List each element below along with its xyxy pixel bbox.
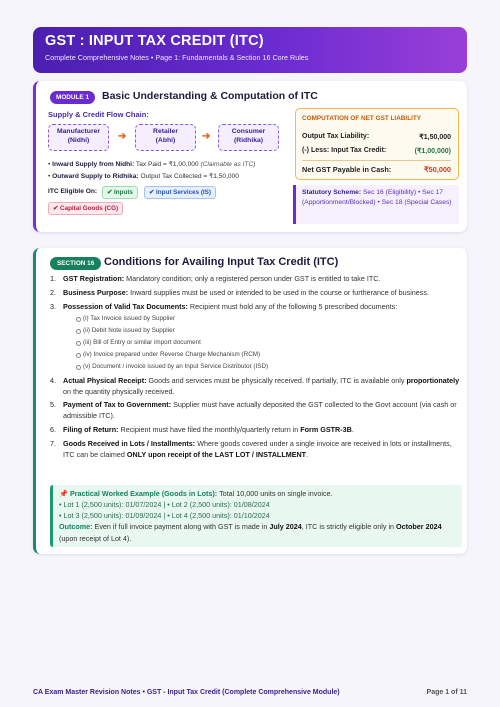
- statutory-scheme: [293, 185, 459, 224]
- computation-title: COMPUTATION OF NET GST LIABILITY: [302, 115, 422, 122]
- computation-divider: [302, 160, 451, 161]
- worked-example-box: [50, 485, 462, 547]
- chip-capital-goods: ✔ Capital Goods (CG): [48, 202, 123, 215]
- document-item: (ii) Debit Note issued by Supplier: [63, 325, 460, 337]
- flow-role: Retailer: [153, 128, 178, 135]
- example-lots-line: • Lot 3 (2,500 units): 01/09/2024 | • Lot 4 (2,500 units): 01/10/2024: [59, 511, 270, 521]
- flow-name: (Nidhi): [67, 136, 90, 144]
- row-value: (₹1,00,000): [414, 148, 451, 155]
- example-title: 📌 Practical Worked Example (Goods in Lots):: [59, 489, 218, 498]
- flow-box-retailer: [135, 124, 196, 151]
- flow-box-consumer: [218, 124, 279, 151]
- arrow-right-icon: ➔: [202, 131, 211, 142]
- list-item: 3. Possession of Valid Tax Documents: Recipient must hold any of the following 5 prescribed documents: (i) Tax Invoice issued by Supplier (ii) Debit Note issued by Supplier (iii) Bill of Entry or similar import document (iv) Invoice prepared under Reverse Charge Mechanism (RCM) (v) Document / invoice issued by an Input Service Distributor (ISD): [50, 302, 460, 373]
- outward-label: Outward Supply to Ridhika:: [52, 173, 139, 180]
- row-label: Output Tax Liability:: [302, 133, 370, 140]
- row-value: ₹1,50,000: [419, 134, 451, 141]
- flow-box-manufacturer: [48, 124, 109, 151]
- section-card: [33, 248, 467, 554]
- inward-label: Inward Supply from Nidhi:: [52, 161, 135, 168]
- computation-box: [295, 108, 459, 180]
- example-title-text: Total 10,000 units on single invoice.: [219, 489, 333, 498]
- page-number: Page 1 of 11: [426, 689, 467, 696]
- list-item: 1. GST Registration: Mandatory condition; only a registered person under GST is entitled to take ITC.: [50, 274, 381, 283]
- flow-title: Supply & Credit Flow Chain:: [48, 110, 149, 119]
- document-item: (i) Tax Invoice issued by Supplier: [63, 313, 460, 325]
- list-item: 6. Filing of Return: Recipient must have filed the monthly/quarterly return in Form GSTR-3B.: [50, 425, 354, 435]
- flow-role: Manufacturer: [56, 128, 101, 135]
- list-item: 2. Business Purpose: Inward supplies must be used or intended to be used in the course or furtherance of business.: [50, 287, 429, 297]
- list-item: 7. Goods Received in Lots / Installments: Where goods covered under a single invoice are received in lots or installments, ITC can be claimed ONLY upon receipt of the LAST LOT / INSTALLMENT.: [50, 439, 452, 460]
- chip-input-services: ✔ Input Services (IS): [144, 186, 216, 199]
- outward-supply-line: • Outward Supply to Ridhika: Output Tax Collected = ₹1,50,000: [48, 173, 239, 180]
- computation-row: [302, 133, 451, 141]
- outward-text: Output Tax Collected = ₹1,50,000: [140, 173, 239, 180]
- flow-role: Consumer: [231, 128, 266, 135]
- section-badge: SECTION 16: [50, 257, 101, 270]
- page-header: [33, 27, 467, 73]
- computation-row: [302, 147, 451, 155]
- computation-total-row: [302, 165, 451, 174]
- flow-name: (Abhi): [155, 136, 176, 144]
- row-label: Net GST Payable in Cash:: [302, 165, 392, 174]
- page-title: GST : INPUT TAX CREDIT (ITC): [45, 33, 264, 49]
- footer-text: CA Exam Master Revision Notes • GST - Input Tax Credit (Complete Comprehensive Module): [33, 689, 340, 696]
- module-card: [33, 81, 467, 232]
- module-badge: MODULE 1: [50, 91, 95, 104]
- itc-eligible-label: ITC Eligible On:: [48, 188, 98, 195]
- row-value: ₹50,000: [424, 165, 451, 174]
- statutory-text: Sec 16 (Eligibility) • Sec 17 (Apportionment/Blocked) • Sec 18 (Special Cases): [302, 189, 452, 206]
- example-title-line: [59, 488, 456, 499]
- example-outcome: Outcome: Even if full invoice payment along with GST is made in July 2024, ITC is strictly eligible only in October 2024 (upon receipt of Lot 4).: [59, 522, 442, 543]
- conditions-list: [50, 274, 460, 464]
- example-lots-line: • Lot 1 (2,500 units): 01/07/2024 | • Lot 2 (2,500 units): 01/08/2024: [59, 500, 270, 510]
- arrow-right-icon: ➔: [118, 131, 127, 142]
- chip-inputs: ✔ Inputs: [102, 186, 138, 199]
- list-item: 5. Payment of Tax to Government: Supplier must have actually deposited the GST collected to the Govt account (via cash or admissible ITC).: [50, 400, 457, 421]
- inward-text: Tax Paid = ₹1,00,000: [135, 161, 199, 168]
- document-item: (iii) Bill of Entry or similar import document: [63, 337, 460, 349]
- document-item: (v) Document / invoice issued by an Input Service Distributor (ISD): [63, 361, 460, 373]
- flow-name: (Ridhika): [233, 136, 264, 144]
- inward-note: (Claimable as ITC): [200, 161, 256, 168]
- document-item: (iv) Invoice prepared under Reverse Charge Mechanism (RCM): [63, 349, 460, 361]
- list-item: 4. Actual Physical Receipt: Goods and services must be physically received. If partially, ITC is available only proportionately on the quantity physically received.: [50, 375, 460, 396]
- row-label: (-) Less: Input Tax Credit:: [302, 147, 387, 154]
- inward-supply-line: • Inward Supply from Nidhi: Tax Paid = ₹1,00,000 (Claimable as ITC): [48, 161, 256, 168]
- page-subtitle: Complete Comprehensive Notes • Page 1: Fundamentals & Section 16 Core Rules: [45, 53, 309, 62]
- statutory-label: Statutory Scheme:: [302, 189, 362, 196]
- module-title: Basic Understanding & Computation of ITC: [102, 90, 318, 102]
- section-title: Conditions for Availing Input Tax Credit (ITC): [104, 256, 339, 268]
